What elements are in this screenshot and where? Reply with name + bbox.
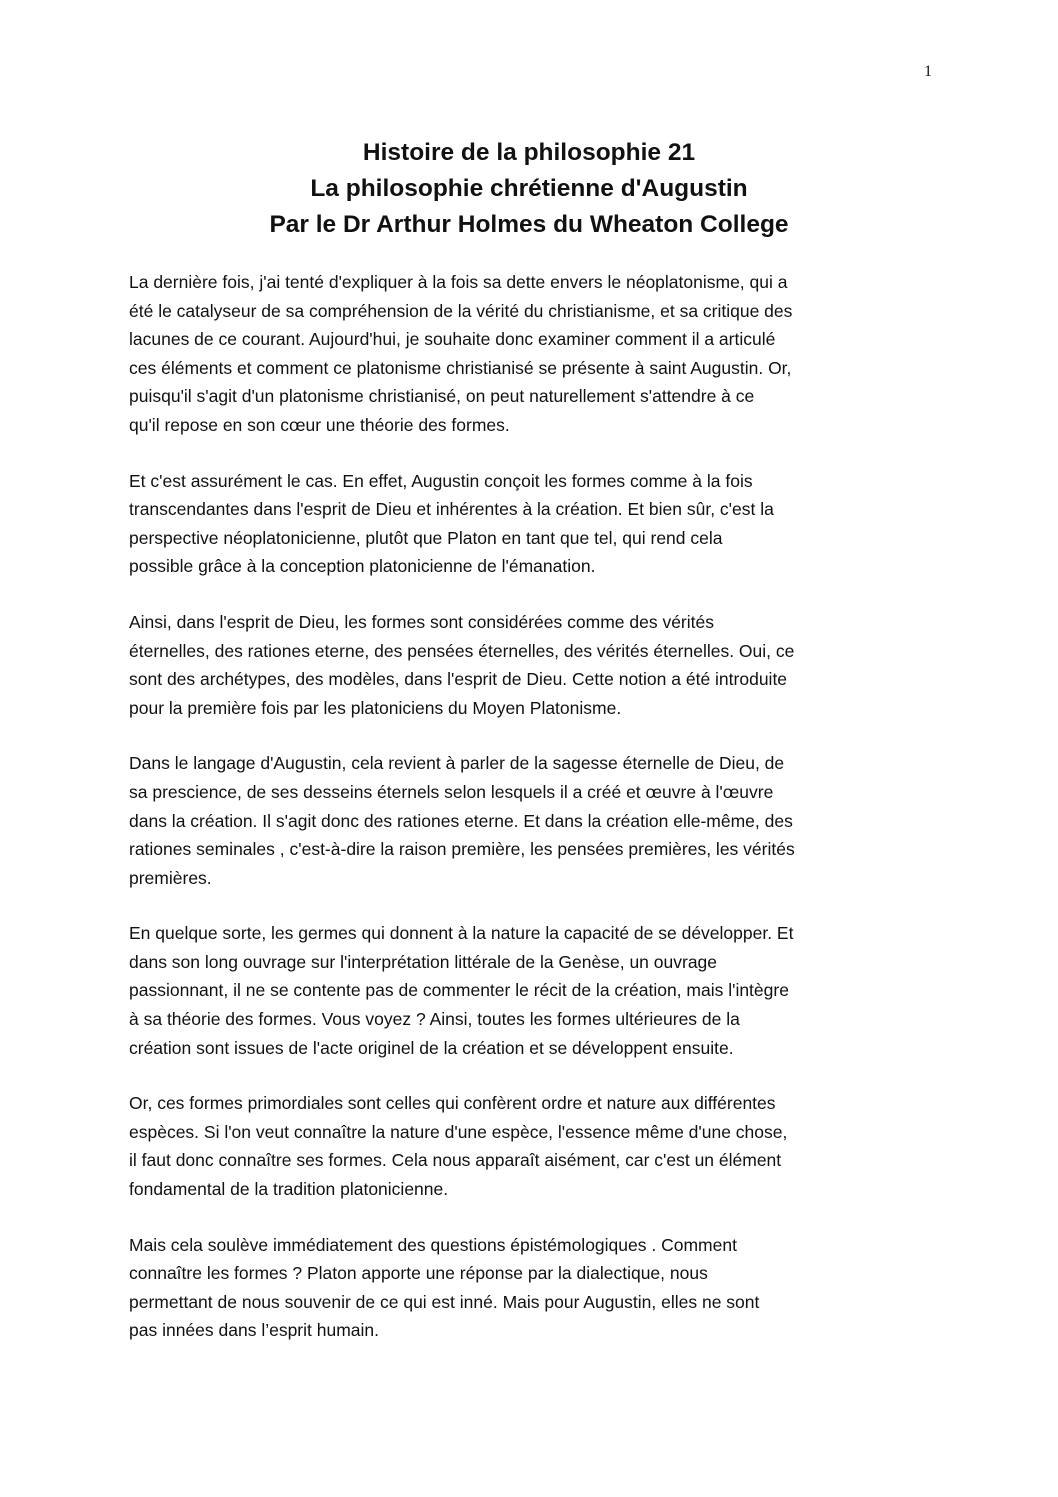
text-line: ces éléments et comment ce platonisme christianisé se présente à saint Augustin. Or,: [129, 357, 792, 378]
title-line-author: Par le Dr Arthur Holmes du Wheaton College: [269, 211, 789, 238]
text-line: sa prescience, de ses desseins éternels selon lesquels il a créé et œuvre à l'œuvre: [129, 781, 774, 802]
text-line: qu'il repose en son cœur une théorie des formes.: [129, 414, 510, 435]
text-line: Et c'est assurément le cas. En effet, Augustin conçoit les formes comme à la fois: [129, 470, 753, 491]
paragraph: [129, 919, 941, 1062]
text-line: En quelque sorte, les germes qui donnent à la nature la capacité de se développer. Et: [129, 923, 794, 944]
text-line: dans son long ouvrage sur l'interprétation littérale de la Genèse, un ouvrage: [129, 951, 718, 972]
title-line-series: Histoire de la philosophie 21: [362, 139, 696, 166]
paragraph: [129, 467, 941, 581]
text-line: à sa théorie des formes. Vous voyez ? Ainsi, toutes les formes ultérieures de la: [129, 1009, 740, 1030]
text-line: dans la création. Il s'agit donc des rationes eterne. Et dans la création elle-même, des: [129, 810, 793, 831]
paragraph: [129, 1231, 941, 1345]
text-line: sont des archétypes, des modèles, dans l'esprit de Dieu. Cette notion a été introduite: [129, 669, 788, 690]
text-line: été le catalyseur de sa compréhension de la vérité du christianisme, et sa critique des: [129, 300, 793, 321]
text-line: perspective néoplatonicienne, plutôt que Platon en tant que tel, qui rend cela: [129, 527, 723, 548]
text-line: espèces. Si l'on veut connaître la nature d'une espèce, l'essence même d'une chose,: [129, 1121, 788, 1142]
document-title: [128, 135, 930, 243]
paragraph: [129, 268, 941, 440]
page-number: 1: [924, 63, 932, 80]
text-line: possible grâce à la conception platonicienne de l'émanation.: [129, 556, 596, 577]
text-line: rationes seminales , c'est-à-dire la raison première, les pensées premières, les vérités: [129, 839, 795, 860]
title-line-subject: La philosophie chrétienne d'Augustin: [310, 175, 748, 202]
text-line: Or, ces formes primordiales sont celles qui confèrent ordre et nature aux différentes: [129, 1093, 776, 1114]
text-line: Ainsi, dans l'esprit de Dieu, les formes sont considérées comme des vérités: [129, 611, 714, 632]
text-line: création sont issues de l'acte originel de la création et se développent ensuite.: [129, 1037, 734, 1058]
text-line: éternelles, des rationes eterne, des pensées éternelles, des vérités éternelles. Oui, ce: [129, 640, 795, 661]
paragraph: [129, 608, 941, 722]
text-line: puisqu'il s'agit d'un platonisme christianisé, on peut naturellement s'attendre à ce: [129, 386, 755, 407]
paragraph: [129, 1089, 941, 1203]
text-line: transcendantes dans l'esprit de Dieu et inhérentes à la création. Et bien sûr, c'est la: [129, 499, 774, 520]
text-line: pour la première fois par les platoniciens du Moyen Platonisme.: [129, 697, 622, 718]
text-line: pas innées dans l’esprit humain.: [129, 1320, 380, 1341]
text-line: fondamental de la tradition platonicienne.: [129, 1179, 449, 1200]
text-line: passionnant, il ne se contente pas de commenter le récit de la création, mais l'intègre: [129, 980, 789, 1001]
text-line: Dans le langage d'Augustin, cela revient à parler de la sagesse éternelle de Dieu, de: [129, 753, 785, 774]
text-line: La dernière fois, j'ai tenté d'expliquer à la fois sa dette envers le néoplatonisme, qui a: [129, 272, 788, 292]
text-line: permettant de nous souvenir de ce qui est inné. Mais pour Augustin, elles ne sont: [129, 1291, 760, 1312]
paragraph: [129, 749, 941, 892]
text-line: Mais cela soulève immédiatement des questions épistémologiques . Comment: [129, 1234, 737, 1255]
text-line: connaître les formes ? Platon apporte une réponse par la dialectique, nous: [129, 1263, 708, 1284]
text-line: premières.: [129, 867, 212, 888]
text-line: lacunes de ce courant. Aujourd'hui, je souhaite donc examiner comment il a articulé: [129, 329, 776, 350]
text-line: il faut donc connaître ses formes. Cela nous apparaît aisément, car c'est un élément: [129, 1150, 782, 1171]
body-text: [129, 268, 941, 1372]
